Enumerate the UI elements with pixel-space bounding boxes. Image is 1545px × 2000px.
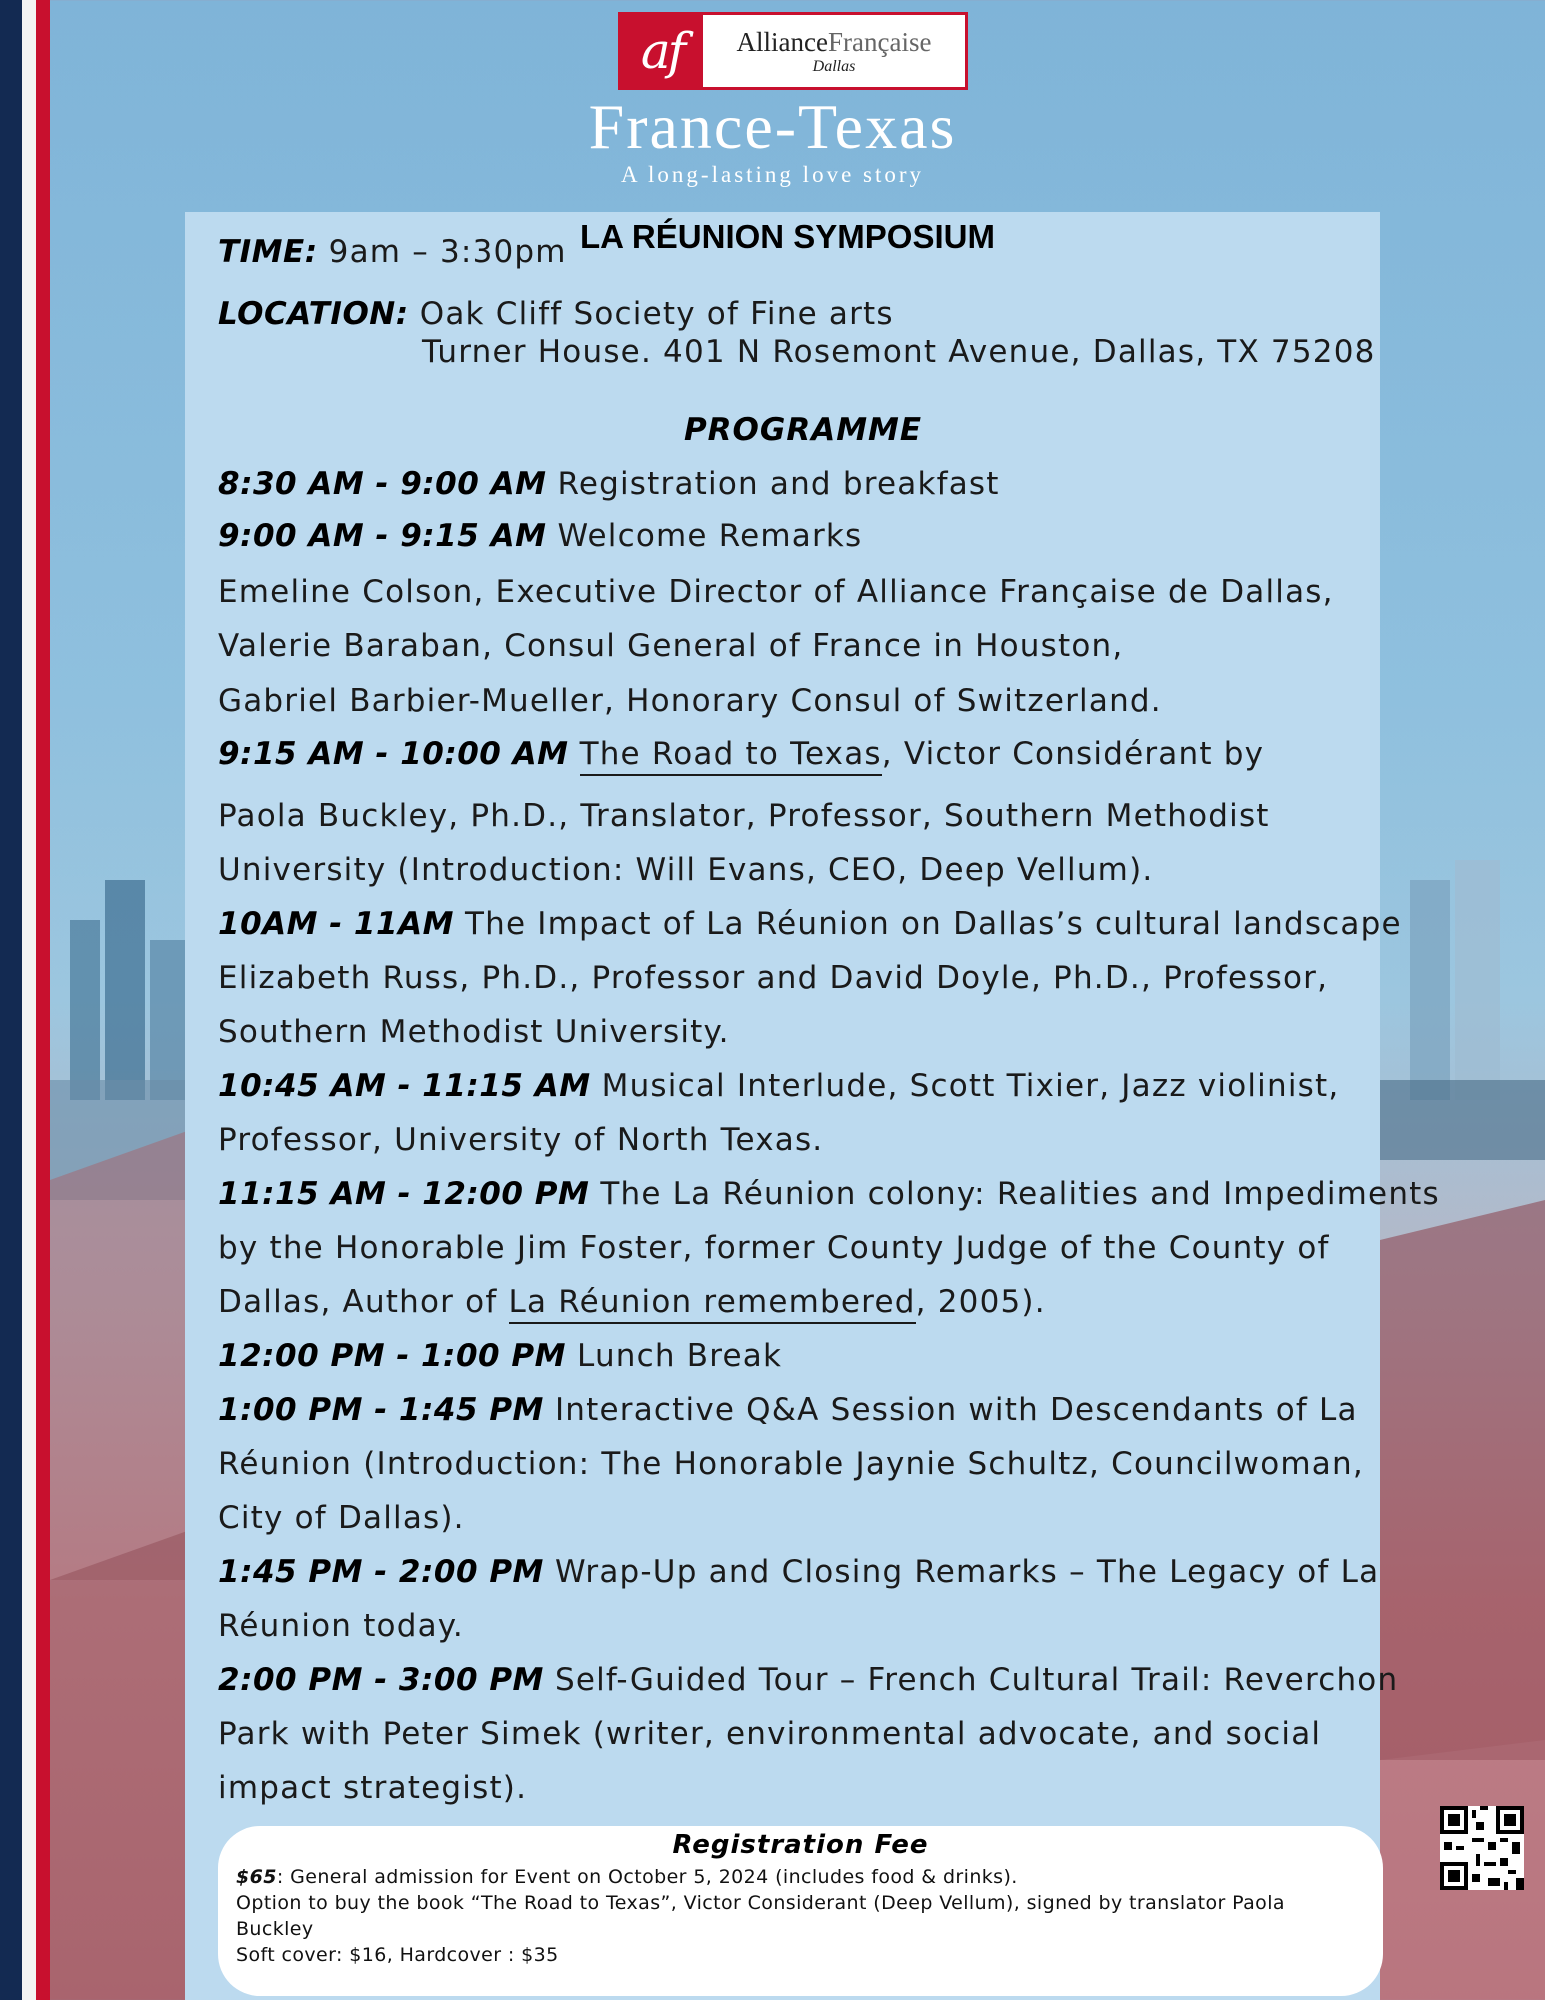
programme-line: Valerie Baraban, Consul General of France in Houston, bbox=[218, 628, 1124, 664]
logo-brand-text: AllianceFrançaise bbox=[736, 26, 932, 57]
programme-line: Elizabeth Russ, Ph.D., Professor and David Doyle, Ph.D., Professor, bbox=[218, 960, 1329, 996]
programme-line: Paola Buckley, Ph.D., Translator, Professor, Southern Methodist bbox=[218, 798, 1270, 834]
hero-title: France-Texas bbox=[588, 91, 957, 162]
registration-line-1: $65: General admission for Event on October 5, 2024 (includes food & drinks). bbox=[236, 1866, 1018, 1888]
programme-line: 9:00 AM - 9:15 AM Welcome Remarks bbox=[218, 518, 863, 554]
programme-line: 8:30 AM - 9:00 AM Registration and breakfast bbox=[218, 466, 1000, 502]
programme-line: Dallas, Author of La Réunion remembered, 2005). bbox=[218, 1284, 1046, 1320]
programme-time: 1:45 PM - 2:00 PM bbox=[218, 1554, 544, 1590]
registration-line-3: Buckley bbox=[236, 1918, 314, 1940]
programme-line: 10AM - 11AM The Impact of La Réunion on Dallas’s cultural landscape bbox=[218, 906, 1402, 942]
flag-stripe-red bbox=[36, 0, 50, 2000]
programme-line: 2:00 PM - 3:00 PM Self-Guided Tour – French Cultural Trail: Reverchon bbox=[218, 1662, 1399, 1698]
programme-heading: PROGRAMME bbox=[683, 412, 923, 448]
logo-city-text: Dallas bbox=[812, 57, 856, 75]
programme-line: University (Introduction: Will Evans, CEO, Deep Vellum). bbox=[218, 852, 1154, 888]
registration-heading: Registration Fee bbox=[672, 1830, 929, 1860]
qr-code[interactable] bbox=[1440, 1806, 1524, 1890]
flag-stripe-blue bbox=[0, 0, 22, 2000]
programme-line: Gabriel Barbier-Mueller, Honorary Consul of Switzerland. bbox=[218, 683, 1162, 719]
programme-time: 10:45 AM - 11:15 AM bbox=[218, 1068, 591, 1104]
programme-time: 12:00 PM - 1:00 PM bbox=[218, 1338, 566, 1374]
flag-stripe-white bbox=[22, 0, 36, 2000]
programme-line: 12:00 PM - 1:00 PM Lunch Break bbox=[218, 1338, 783, 1374]
programme-line: Southern Methodist University. bbox=[218, 1014, 730, 1050]
programme-line: Professor, University of North Texas. bbox=[218, 1122, 824, 1158]
registration-box bbox=[218, 1826, 1383, 1996]
alliance-francaise-logo bbox=[618, 12, 968, 90]
programme-line: 1:00 PM - 1:45 PM Interactive Q&A Session with Descendants of La bbox=[218, 1392, 1358, 1428]
programme-time: 2:00 PM - 3:00 PM bbox=[218, 1662, 544, 1698]
event-location: LOCATION: Oak Cliff Society of Fine arts bbox=[218, 296, 894, 332]
event-location-address: Turner House. 401 N Rosemont Avenue, Dallas, TX 75208 bbox=[422, 334, 1376, 370]
registration-line-4: Soft cover: $16, Hardcover : $35 bbox=[236, 1944, 559, 1966]
programme-line: 10:45 AM - 11:15 AM Musical Interlude, Scott Tixier, Jazz violinist, bbox=[218, 1068, 1340, 1104]
event-time: TIME: 9am – 3:30pm bbox=[218, 234, 567, 270]
programme-time: 1:00 PM - 1:45 PM bbox=[218, 1392, 544, 1428]
book-title: The Road to Texas bbox=[580, 736, 882, 776]
event-title: LA RÉUNION SYMPOSIUM bbox=[580, 218, 995, 255]
registration-line-2: Option to buy the book “The Road to Texas”, Victor Considerant (Deep Vellum), signed by translator Paola bbox=[236, 1892, 1285, 1914]
programme-line: Réunion (Introduction: The Honorable Jaynie Schultz, Councilwoman, bbox=[218, 1446, 1364, 1482]
programme-line: 1:45 PM - 2:00 PM Wrap-Up and Closing Remarks – The Legacy of La bbox=[218, 1554, 1380, 1590]
programme-time: 10AM - 11AM bbox=[218, 906, 454, 942]
skyline-left-decoration bbox=[50, 880, 190, 2000]
programme-line: Park with Peter Simek (writer, environmental advocate, and social bbox=[218, 1716, 1322, 1752]
programme-line: City of Dallas). bbox=[218, 1500, 465, 1536]
programme-time: 9:15 AM - 10:00 AM bbox=[218, 736, 569, 772]
programme-line: 9:15 AM - 10:00 AM The Road to Texas, Victor Considérant by bbox=[218, 736, 1264, 772]
programme-line: 11:15 AM - 12:00 PM The La Réunion colony: Realities and Impediments bbox=[218, 1176, 1440, 1212]
programme-line: by the Honorable Jim Foster, former County Judge of the County of bbox=[218, 1230, 1330, 1266]
programme-line: impact strategist). bbox=[218, 1770, 528, 1806]
programme-line: Emeline Colson, Executive Director of Alliance Française de Dallas, bbox=[218, 574, 1334, 610]
programme-line: Réunion today. bbox=[218, 1608, 464, 1644]
hero-subtitle: A long-lasting love story bbox=[620, 162, 925, 187]
af-logo-mark: af bbox=[621, 15, 703, 87]
book-title: La Réunion remembered bbox=[509, 1284, 916, 1324]
programme-time: 9:00 AM - 9:15 AM bbox=[218, 518, 547, 554]
programme-time: 11:15 AM - 12:00 PM bbox=[218, 1176, 590, 1212]
programme-time: 8:30 AM - 9:00 AM bbox=[218, 466, 547, 502]
